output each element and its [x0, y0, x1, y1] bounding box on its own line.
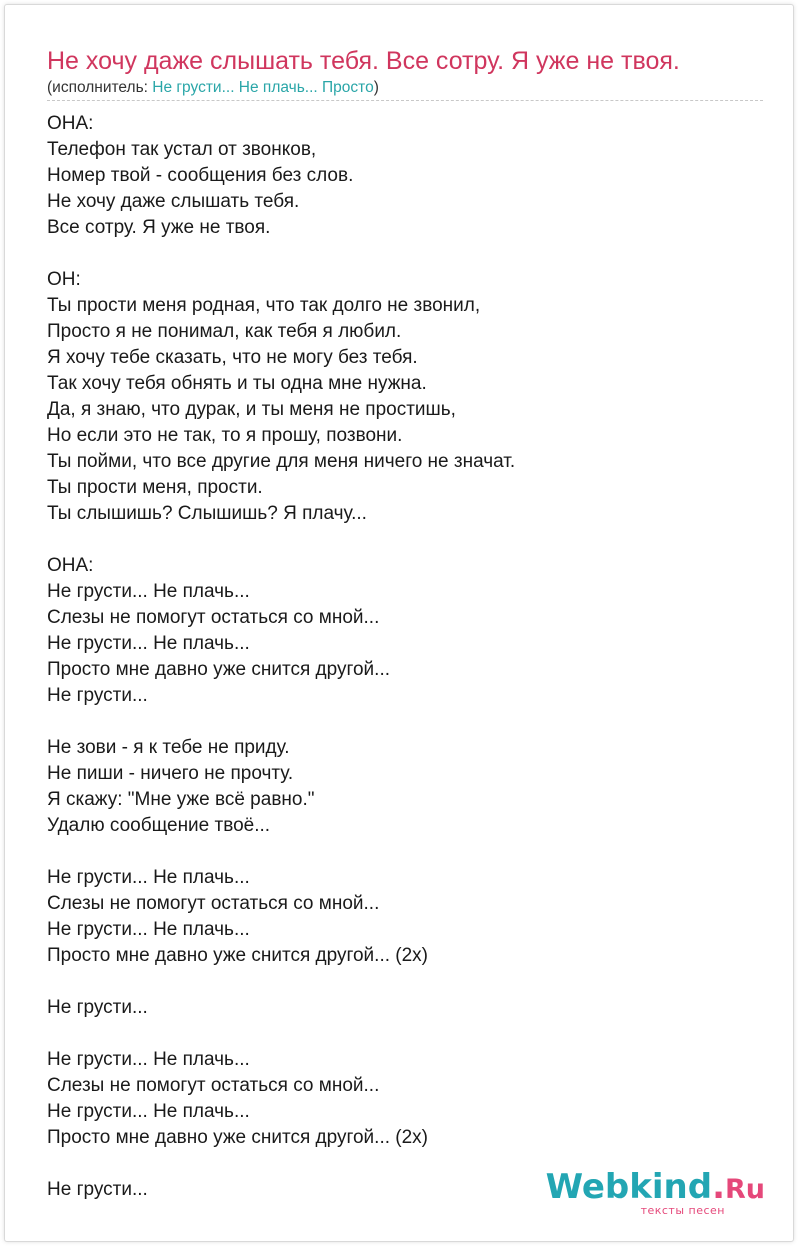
logo-wordmark — [545, 1167, 765, 1207]
lyric-line: Слезы не помогут остаться со мной... — [47, 1075, 380, 1096]
lyric-line: Просто я не понимал, как тебя я любил. — [47, 321, 402, 342]
logo-tagline: тексты песен — [640, 1204, 725, 1217]
lyric-line: Да, я знаю, что дурак, и ты меня не простишь, — [47, 399, 456, 420]
lyric-line — [47, 969, 763, 995]
lyric-line: Не грусти... Не плачь... — [47, 867, 250, 888]
lyric-line: Удалю сообщение твоё... — [47, 815, 271, 836]
lyric-line: Ты слышишь? Слышишь? Я плачу... — [47, 503, 367, 524]
lyric-line — [47, 709, 763, 735]
lyric-line: Ты прости меня родная, что так долго не звонил, — [47, 295, 481, 316]
page-frame — [4, 4, 794, 1242]
lyric-line: Просто мне давно уже снится другой... (2x) — [47, 1127, 429, 1148]
lyric-line: Не грусти... — [47, 1179, 148, 1200]
logo-tld: Ru — [724, 1174, 765, 1205]
logo-dot: . — [712, 1167, 725, 1207]
song-title: Не хочу даже слышать тебя. Все сотру. Я уже не твоя. — [47, 47, 680, 75]
lyric-line: Номер твой - сообщения без слов. — [47, 165, 354, 186]
lyric-line: Все сотру. Я уже не твоя. — [47, 217, 271, 238]
lyric-line: Я скажу: "Мне уже всё равно." — [47, 789, 315, 810]
lyric-line: Я хочу тебе сказать, что не могу без тебя. — [47, 347, 418, 368]
lyric-line: ОНА: — [47, 555, 94, 576]
lyric-line: ОН: — [47, 269, 81, 290]
lyric-line: ОНА: — [47, 113, 94, 134]
lyric-line: Просто мне давно уже снится другой... — [47, 659, 391, 680]
site-logo[interactable] — [545, 1167, 765, 1217]
lyric-line: Ты пойми, что все другие для меня ничего не значат. — [47, 451, 516, 472]
lyric-line: Слезы не помогут остаться со мной... — [47, 607, 380, 628]
lyric-line: Но если это не так, то я прошу, позвони. — [47, 425, 403, 446]
lyric-line: Не грусти... — [47, 685, 148, 706]
lyric-line: Не зови - я к тебе не приду. — [47, 737, 290, 758]
artist-link[interactable]: Не грусти... Не плачь... Просто — [152, 79, 374, 96]
lyric-line: Не грусти... Не плачь... — [47, 1049, 250, 1070]
lyric-line: Телефон так устал от звонков, — [47, 139, 317, 160]
lyric-line — [47, 839, 763, 865]
artist-line — [47, 78, 379, 98]
lyric-line: Не грусти... Не плачь... — [47, 633, 250, 654]
lyric-line: Просто мне давно уже снится другой... (2x) — [47, 945, 429, 966]
lyric-line — [47, 527, 763, 553]
lyric-line: Не грусти... Не плачь... — [47, 581, 250, 602]
logo-name: Webkind — [545, 1167, 713, 1207]
title-divider — [47, 100, 763, 101]
lyric-line: Не грусти... — [47, 997, 148, 1018]
lyric-line: Не хочу даже слышать тебя. — [47, 191, 300, 212]
lyric-line: Не грусти... Не плачь... — [47, 1101, 250, 1122]
artist-prefix: (исполнитель: — [47, 79, 153, 96]
artist-suffix: ) — [373, 79, 379, 96]
lyric-line — [47, 1021, 763, 1047]
lyric-line: Ты прости меня, прости. — [47, 477, 263, 498]
lyric-line: Не пиши - ничего не прочту. — [47, 763, 294, 784]
lyrics-body — [47, 111, 763, 1203]
lyric-line — [47, 241, 763, 267]
lyric-line: Так хочу тебя обнять и ты одна мне нужна. — [47, 373, 427, 394]
lyric-line: Не грусти... Не плачь... — [47, 919, 250, 940]
lyric-line: Слезы не помогут остаться со мной... — [47, 893, 380, 914]
